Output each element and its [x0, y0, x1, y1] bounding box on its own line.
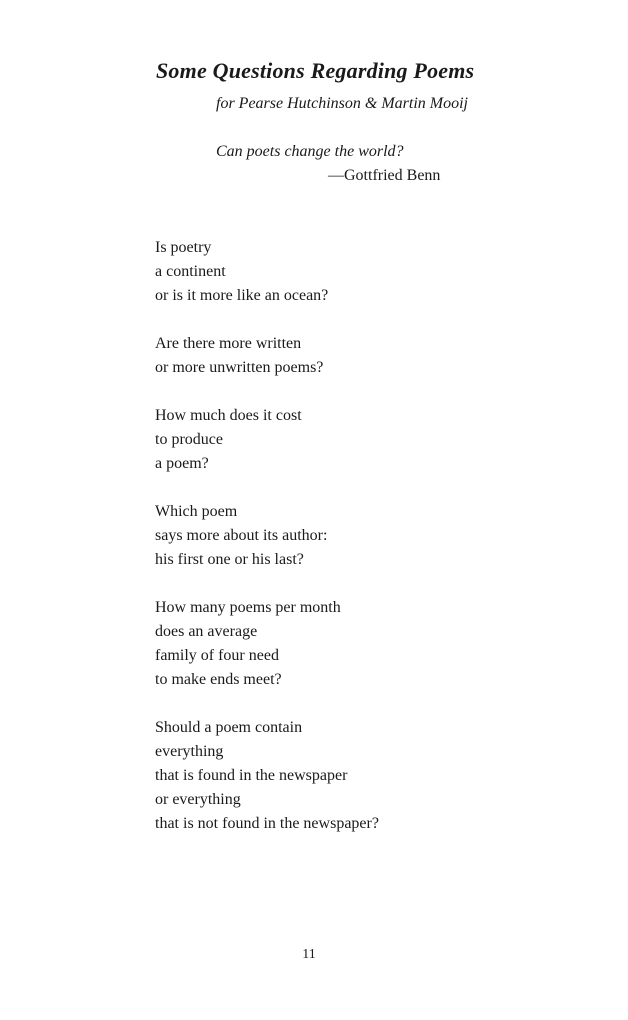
poem-line: says more about its author: — [155, 527, 328, 544]
poem-line: that is not found in the newspaper? — [155, 815, 379, 832]
page-number: 11 — [302, 947, 316, 962]
poem-line: does an average — [155, 623, 258, 640]
stanza — [155, 236, 575, 308]
poem-line: his first one or his last? — [155, 551, 304, 568]
poem-line: everything — [155, 743, 224, 760]
poem-line: to produce — [155, 431, 223, 448]
poem-line: Which poem — [155, 503, 238, 520]
poem-line: a poem? — [155, 455, 209, 472]
dedication: for Pearse Hutchinson & Martin Mooij — [216, 95, 468, 112]
poem-line: Should a poem contain — [155, 719, 303, 736]
poem-title: Some Questions Regarding Poems — [156, 58, 475, 83]
epigraph-quote: Can poets change the world? — [216, 143, 404, 160]
poem-line: or is it more like an ocean? — [155, 287, 329, 304]
poem-line: or more unwritten poems? — [155, 359, 324, 376]
poem-line: that is found in the newspaper — [155, 767, 348, 784]
poem-body — [155, 236, 575, 860]
stanza — [155, 332, 575, 380]
stanza — [155, 716, 575, 836]
stanza — [155, 500, 575, 572]
poem-line: How much does it cost — [155, 407, 302, 424]
stanza — [155, 404, 575, 476]
epigraph-attribution: —Gottfried Benn — [328, 167, 441, 184]
poem-line: or everything — [155, 791, 241, 808]
poem-line: family of four need — [155, 647, 279, 664]
poem-line: to make ends meet? — [155, 671, 282, 688]
poem-line: Is poetry — [155, 239, 212, 256]
poem-line: Are there more written — [155, 335, 302, 352]
poem-line: a continent — [155, 263, 226, 280]
stanza — [155, 596, 575, 692]
poem-line: How many poems per month — [155, 599, 341, 616]
